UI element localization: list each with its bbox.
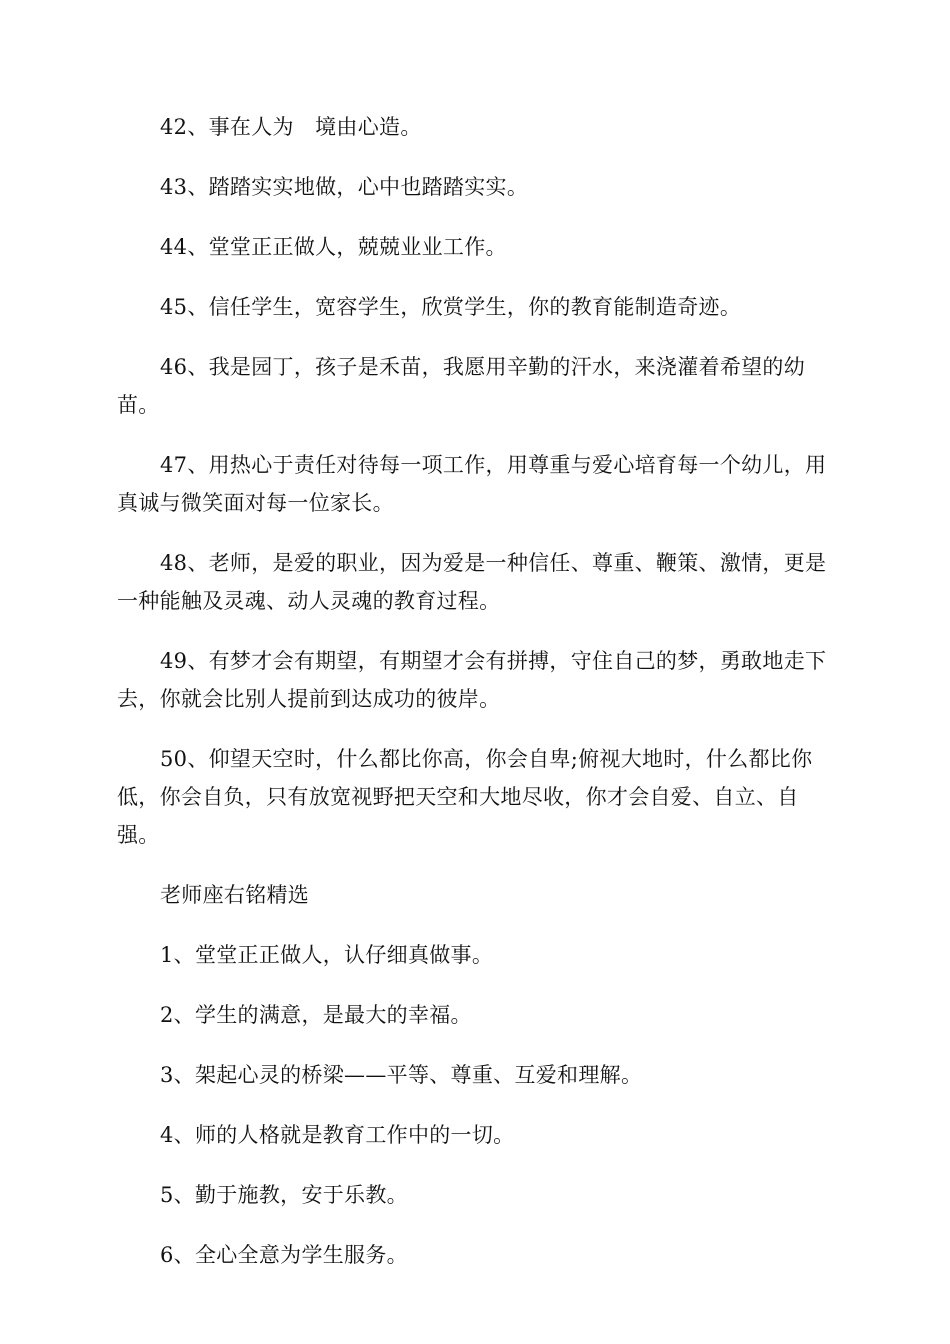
paragraph-43: 43、踏踏实实地做，心中也踏踏实实。: [160, 175, 529, 199]
paragraph-48: 48、老师，是爱的职业，因为爱是一种信任、尊重、鞭策、激情，更是一种能触及灵魂、动人灵魂的教育过程。: [117, 551, 827, 613]
paragraph-49: 49、有梦才会有期望，有期望才会有拼搏，守住自己的梦，勇敢地走下去，你就会比别人提前到达成功的彼岸。: [117, 649, 827, 711]
paragraph-42: 42、事在人为 境由心造。: [160, 115, 422, 139]
paragraph-50: 50、仰望天空时，什么都比你高，你会自卑;俯视大地时，什么都比你低，你会自负，只有放宽视野把天空和大地尽收，你才会自爱、自立、自强。: [117, 747, 813, 847]
paragraph-45: 45、信任学生，宽容学生，欣赏学生，你的教育能制造奇迹。: [160, 295, 742, 319]
document-page: [117, 108, 835, 1296]
section-heading: 老师座右铭精选: [160, 883, 310, 907]
motto-item-4: 4、师的人格就是教育工作中的一切。: [160, 1123, 515, 1147]
motto-item-3: 3、架起心灵的桥梁——平等、尊重、互爱和理解。: [160, 1063, 643, 1087]
motto-item-6: 6、全心全意为学生服务。: [160, 1243, 408, 1267]
paragraph-47: 47、用热心于责任对待每一项工作，用尊重与爱心培育每一个幼儿，用真诚与微笑面对每一位家长。: [117, 453, 827, 515]
motto-item-1: 1、堂堂正正做人，认仔细真做事。: [160, 943, 494, 967]
motto-item-5: 5、勤于施教，安于乐教。: [160, 1183, 408, 1207]
paragraph-46: 46、我是园丁，孩子是禾苗，我愿用辛勤的汗水，来浇灌着希望的幼苗。: [117, 355, 806, 417]
paragraph-44: 44、堂堂正正做人，兢兢业业工作。: [160, 235, 507, 259]
motto-item-2: 2、学生的满意，是最大的幸福。: [160, 1003, 472, 1027]
